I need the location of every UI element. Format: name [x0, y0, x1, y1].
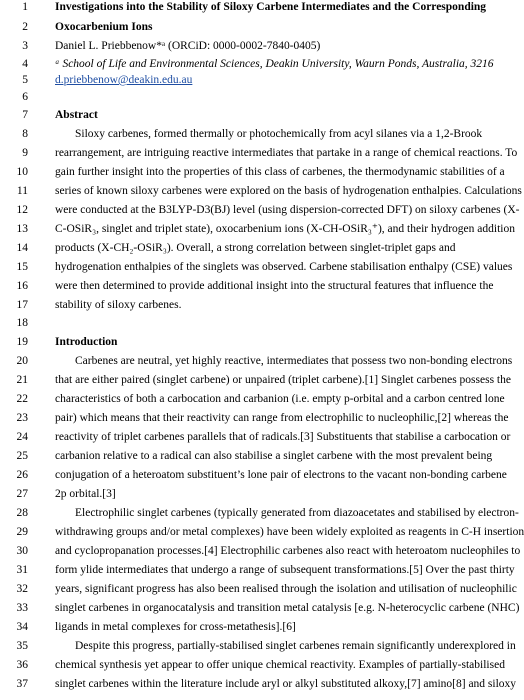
line-number: 27: [16, 488, 28, 500]
line-number: 14: [16, 242, 28, 254]
abstract-line: were conducted at the B3LYP-D3(BJ) level (using dispersion-corrected DFT) on siloxy carbenes (X-: [55, 204, 520, 216]
line-number: 5: [22, 74, 28, 86]
line-number: 4: [22, 58, 28, 70]
line-number: 20: [16, 355, 28, 367]
introduction-line: singlet carbenes in organocatalysis and transition metal catalysis [e.g. N-heterocyclic carbene (NHC): [55, 602, 520, 614]
line-number: 11: [16, 185, 28, 197]
introduction-line: chemical synthesis yet appear to offer unique chemical reactivity. Examples of partially-stabilised: [55, 659, 505, 671]
line-number: 28: [16, 507, 28, 519]
paper-title-line: Investigations into the Stability of Siloxy Carbene Intermediates and the Corresponding: [55, 1, 487, 13]
line-number: 33: [16, 602, 28, 614]
line-number: 22: [16, 393, 28, 405]
line-number: 30: [16, 545, 28, 557]
line-number: 6: [22, 91, 28, 103]
abstract-line: series of known siloxy carbenes were explored on the basis of hydrogenation enthalpies. Calculations: [55, 185, 522, 197]
line-number: 1: [22, 1, 28, 13]
line-number: 34: [16, 621, 28, 633]
introduction-line: conjugation of a heteroatom substituent’s lone pair of electrons to the vacant non-bonding carbene: [55, 469, 507, 481]
introduction-line: withdrawing groups and/or metal complexes) have been widely exploited as reagents in C-H insertion: [55, 526, 524, 538]
line-number: 2: [22, 21, 28, 33]
introduction-line: carbanion relative to a radical can also stabilise a singlet carbene with the most prevalent being: [55, 450, 493, 462]
line-number: 19: [16, 336, 28, 348]
line-number: 15: [16, 261, 28, 273]
line-number: 9: [22, 147, 28, 159]
abstract-line: rearrangement, are intriguing reactive intermediates that partake in a range of chemical reactions. To: [55, 147, 518, 159]
introduction-line: characteristics of both a carbocation and carbanion (i.e. empty p-orbital and a carbon centred lone: [55, 393, 505, 405]
line-number: 29: [16, 526, 28, 538]
abstract-line: hydrogenation enthalpies of the singlets was observed. Carbene stabilisation enthalpy (CSE) values: [55, 261, 513, 273]
line-number: 13: [16, 223, 28, 235]
line-number: 32: [16, 583, 28, 595]
abstract-line: products (X-CH₂-OSiR₃). Overall, a strong correlation between singlet-triplet gaps and: [55, 242, 456, 254]
abstract-heading: Abstract: [55, 109, 98, 121]
line-number: 26: [16, 469, 28, 481]
abstract-line: were then determined to provide additional insight into the structural features that influence the: [55, 280, 494, 292]
introduction-line: that are either paired (singlet carbene) or unpaired (triplet carbene).[1] Singlet carbenes possess the: [55, 374, 511, 386]
introduction-line: Electrophilic singlet carbenes (typically generated from diazoacetates and stabilised by electron-: [75, 507, 519, 519]
line-number: 37: [16, 678, 28, 690]
introduction-line: ligands in metal complexes for cross-metathesis].[6]: [55, 621, 296, 633]
introduction-line: and cyclopropanation processes.[4] Electrophilic carbenes also react with heteroatom nucleophiles to: [55, 545, 521, 557]
author-line: Daniel L. Priebbenow*ᵃ (ORCiD: 0000-0002-7840-0405): [55, 40, 321, 52]
line-number: 18: [16, 317, 28, 329]
introduction-line: 2p orbital.[3]: [55, 488, 116, 500]
affiliation-line: ᵃ School of Life and Environmental Sciences, Deakin University, Waurn Ponds, Australia, 3216: [55, 58, 494, 70]
abstract-line: stability of siloxy carbenes.: [55, 299, 182, 311]
line-number: 35: [16, 640, 28, 652]
introduction-line: Carbenes are neutral, yet highly reactive, intermediates that possess two non-bonding electrons: [75, 355, 513, 367]
line-number: 7: [22, 109, 28, 121]
line-number: 16: [16, 280, 28, 292]
line-number: 36: [16, 659, 28, 671]
line-number: 31: [16, 564, 28, 576]
abstract-line: C-OSiR₃, singlet and triplet state), oxocarbenium ions (X-CH-OSiR₃⁺), and their hydrogen addition: [55, 223, 515, 235]
abstract-line: Siloxy carbenes, formed thermally or photochemically from acyl silanes via a 1,2-Brook: [75, 128, 483, 140]
paper-title-line: Oxocarbenium Ions: [55, 21, 153, 33]
line-number: 12: [16, 204, 28, 216]
introduction-line: Despite this progress, partially-stabilised singlet carbenes remain significantly underexplored in: [75, 640, 516, 652]
introduction-heading: Introduction: [55, 336, 118, 348]
introduction-line: pair) which means that their reactivity can range from electrophilic to nucleophilic,[2] whereas the: [55, 412, 509, 424]
line-number: 3: [22, 40, 28, 52]
line-number: 8: [22, 128, 28, 140]
introduction-line: singlet carbenes within the literature include aryl or alkyl substituted alkoxy,[7] amino[8] and siloxy: [55, 678, 517, 690]
email-link[interactable]: d.priebbenow@deakin.edu.au: [55, 74, 193, 86]
introduction-line: form ylide intermediates that undergo a range of subsequent transformations.[5] Over the past thirty: [55, 564, 515, 576]
introduction-line: years, significant progress has also been realised through the isolation and utilisation of nucleophilic: [55, 583, 517, 595]
abstract-line: gain further insight into the properties of this class of carbenes, the thermodynamic stabilities of a: [55, 166, 505, 178]
line-number: 21: [16, 374, 28, 386]
line-number: 23: [16, 412, 28, 424]
line-number: 25: [16, 450, 28, 462]
introduction-line: reactivity of triplet carbenes parallels that of radicals.[3] Substituents that stabilise a carbocation or: [55, 431, 511, 443]
line-number: 24: [16, 431, 28, 443]
line-number: 17: [16, 299, 28, 311]
line-number: 10: [16, 166, 28, 178]
